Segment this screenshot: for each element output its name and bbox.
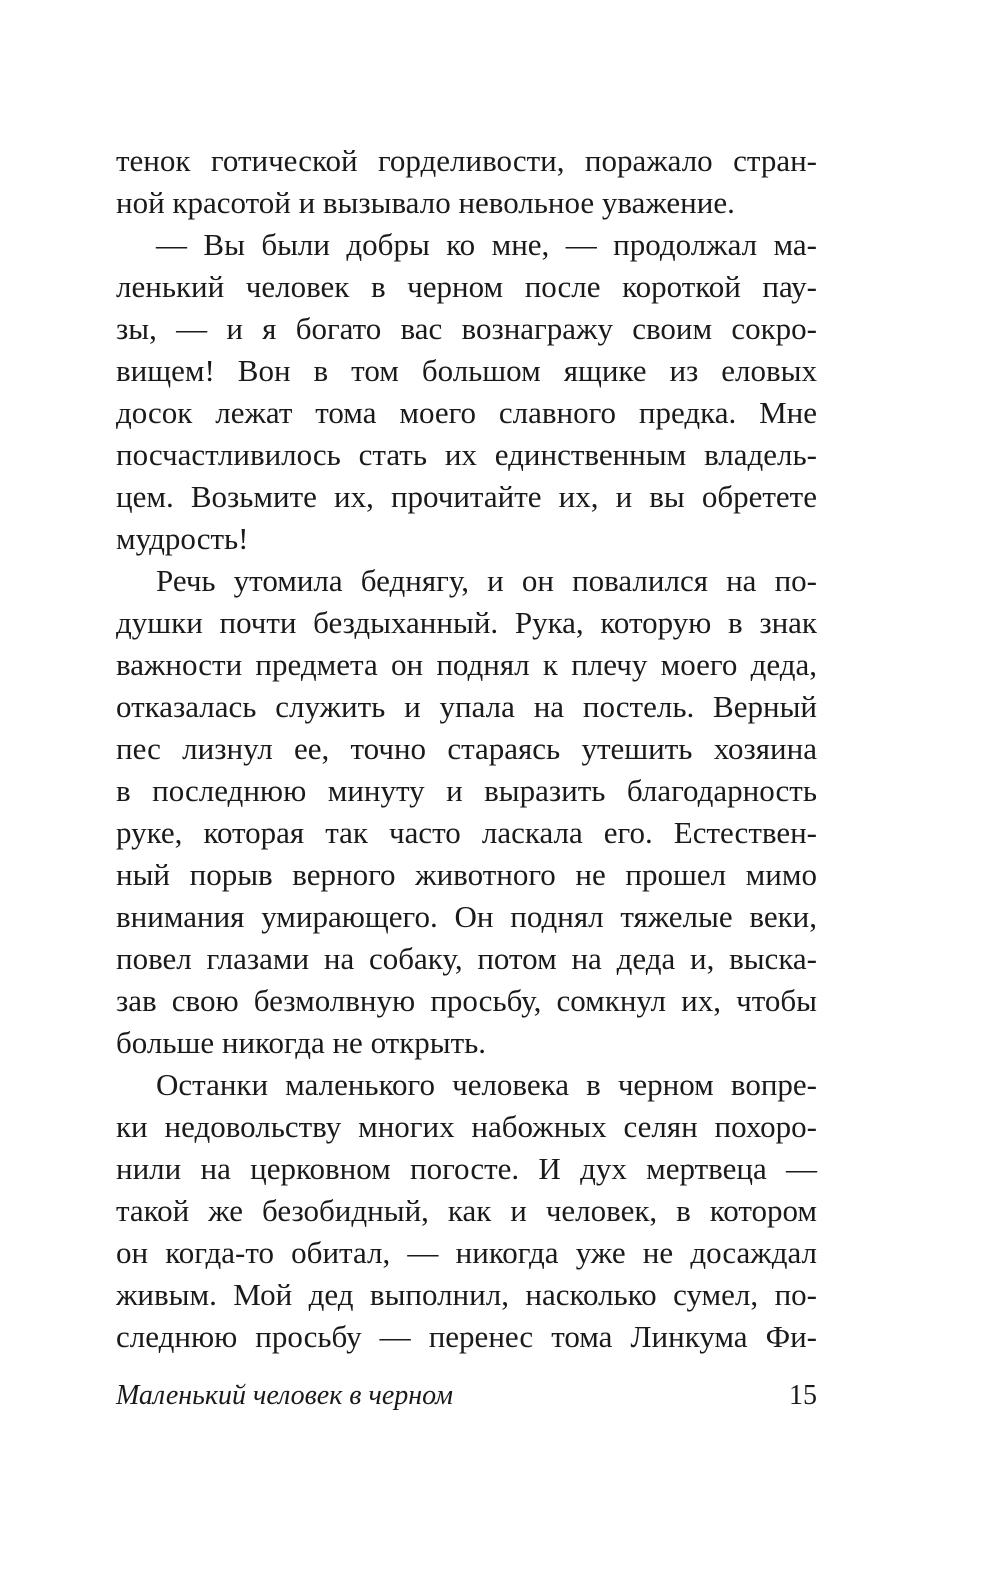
text-line: мудрость! (116, 521, 249, 556)
text-line: повел глазами на собаку, потом на деда и, выска- (116, 941, 817, 976)
text-line: важности предмета он поднял к плечу моего деда, (116, 647, 817, 682)
text-line: душки почти бездыханный. Рука, которую в знак (116, 605, 817, 640)
text-line: досок лежат тома моего славного предка. Мне (116, 395, 817, 430)
body-text (116, 140, 817, 1358)
text-line: пес лизнул ее, точно стараясь утешить хозяина (116, 731, 817, 766)
text-line: цем. Возьмите их, прочитайте их, и вы обретете (116, 479, 817, 514)
text-line: Речь утомила беднягу, и он повалился на по- (156, 563, 817, 598)
text-line: отказалась служить и упала на постель. Верный (116, 689, 817, 724)
text-line: больше никогда не открыть. (116, 1025, 487, 1060)
text-line: такой же безобидный, как и человек, в котором (116, 1193, 817, 1228)
text-line: зы, — и я богато вас вознагражу своим сокро- (116, 311, 817, 346)
text-line: внимания умирающего. Он поднял тяжелые веки, (116, 899, 817, 934)
text-line: живым. Мой дед выполнил, насколько сумел, по- (116, 1277, 817, 1312)
text-line: ной красотой и вызывало невольное уважение. (116, 185, 735, 220)
text-line: посчастливилось стать их единственным владель- (116, 437, 817, 472)
text-line: ный порыв верного животного не прошел мимо (116, 857, 817, 892)
text-line: нили на церковном погосте. И дух мертвеца — (116, 1151, 817, 1186)
text-line: тенок готической горделивости, поражало стран- (116, 143, 817, 178)
text-line: следнюю просьбу — перенес тома Линкума Фи- (116, 1319, 817, 1354)
text-line: он когда-то обитал, — никогда уже не досаждал (116, 1235, 817, 1270)
text-line: в последнюю минуту и выразить благодарность (116, 773, 817, 808)
text-line: — Вы были добры ко мне, — продолжал ма- (156, 227, 817, 262)
text-line: зав свою безмолвную просьбу, сомкнул их, чтобы (116, 983, 817, 1018)
page-footer (116, 1376, 817, 1416)
text-line: ки недовольству многих набожных селян похоро- (116, 1109, 817, 1144)
text-line: Останки маленького человека в черном вопре- (156, 1067, 817, 1102)
text-line: вищем! Вон в том большом ящике из еловых (116, 353, 817, 388)
running-title: Маленький человек в черном (116, 1380, 453, 1411)
page-number: 15 (789, 1380, 817, 1411)
text-line: ленький человек в черном после короткой пау- (116, 269, 817, 304)
text-line: руке, которая так часто ласкала его. Естествен- (116, 815, 817, 850)
